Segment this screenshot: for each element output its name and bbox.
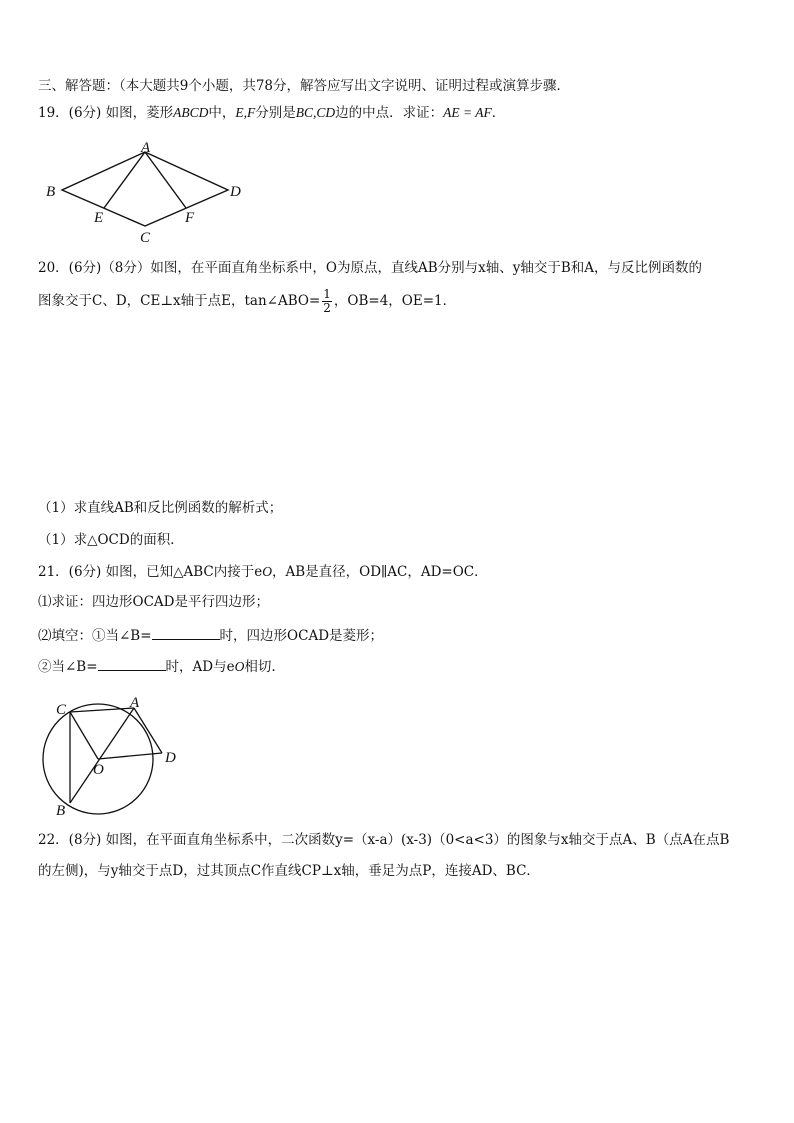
q21-line1-post: ，AB是直径，OD∥AC，AD=OC． (271, 564, 488, 580)
segment-co (70, 712, 98, 759)
q19-text: 中， (208, 105, 236, 121)
q21-sub2-post: 时，四边形OCAD是菱形； (219, 628, 384, 644)
segment-ba (70, 708, 134, 803)
question-21-line1 (38, 565, 488, 580)
circle-center-o: O (234, 659, 245, 674)
question-20-sub1: （1）求直线AB和反比例函数的解析式； (38, 500, 283, 516)
question-20-sub2: （1）求△OCD的面积． (38, 532, 184, 548)
q19-rhombus-name: ABCD (173, 105, 209, 120)
q21-line1-pre: 21．(6分) 如图，已知△ABC内接于 (38, 564, 255, 580)
q19-text: 分别是 (255, 105, 296, 121)
label-e: E (94, 210, 104, 226)
answer-blank-1[interactable] (152, 627, 220, 640)
label-d: D (165, 750, 176, 766)
circle-center-o: O (262, 564, 272, 579)
q21-sub2-pre: ⑵填空：①当∠B= (38, 628, 152, 644)
question-22-line2: 的左侧)，与y轴交于点D，过其顶点C作直线CP⊥x轴，垂足为点P，连接AD、BC． (38, 863, 540, 879)
q20-line2-pre: 图象交于C、D，CE⊥x轴于点E，tan∠ABO= (38, 293, 321, 309)
fraction-denominator: 2 (323, 301, 331, 315)
label-f: F (185, 210, 195, 226)
section-header: 三、解答题：（本大题共9个小题，共78分，解答应写出文字说明、证明过程或演算步骤． (38, 78, 571, 94)
rhombus-abcd (62, 152, 228, 226)
label-d: D (230, 184, 241, 200)
question-20-line2 (38, 288, 456, 315)
question-21-sub1: ⑴求证：四边形OCAD是平行四边形； (38, 594, 269, 610)
question-19 (38, 106, 505, 121)
q21-sub3-pre: ②当∠B= (38, 659, 98, 675)
circle-symbol: e (254, 564, 263, 580)
q19-prefix: 19．(6分) 如图，菱形 (38, 105, 174, 121)
circle-figure (38, 695, 188, 825)
q19-end: ． (491, 105, 506, 121)
label-b: B (56, 803, 66, 819)
q19-text: 边的中点．求证： (335, 105, 444, 121)
question-20-line1: 20．(6分)（8分）如图，在平面直角坐标系中，O为原点，直线AB分别与x轴、y轴交于B和A，与反比例函数的 (38, 260, 703, 276)
segment-af (145, 152, 186, 208)
label-b: B (46, 184, 56, 200)
question-22-line1: 22．(8分) 如图，在平面直角坐标系中，二次函数y=（x-a）(x-3)（0<a<3）的图象与x轴交于点A、B（点A在点B (38, 832, 730, 848)
label-o: O (93, 762, 104, 778)
circle-symbol: e (226, 659, 235, 675)
rhombus-figure (40, 138, 270, 248)
question-21-sub3 (38, 658, 276, 675)
fraction-numerator: 1 (323, 287, 331, 301)
label-c: C (56, 702, 67, 718)
q20-line2-post: ，OB=4，OE=1． (333, 293, 457, 309)
segment-ae (104, 152, 145, 208)
q21-sub3-mid: 时，AD与 (165, 659, 227, 675)
label-a: A (141, 140, 151, 156)
fraction-one-half (322, 288, 332, 315)
q19-claim: AE = AF (443, 105, 492, 120)
q19-sides: BC,CD (295, 105, 336, 120)
label-a: A (130, 695, 140, 711)
q19-points-ef: E,F (235, 105, 256, 120)
q21-sub3-post: 相切. (244, 659, 276, 675)
segment-ad (134, 708, 162, 753)
question-21-sub2 (38, 627, 383, 644)
answer-blank-2[interactable] (98, 658, 166, 671)
label-c: C (140, 230, 151, 246)
